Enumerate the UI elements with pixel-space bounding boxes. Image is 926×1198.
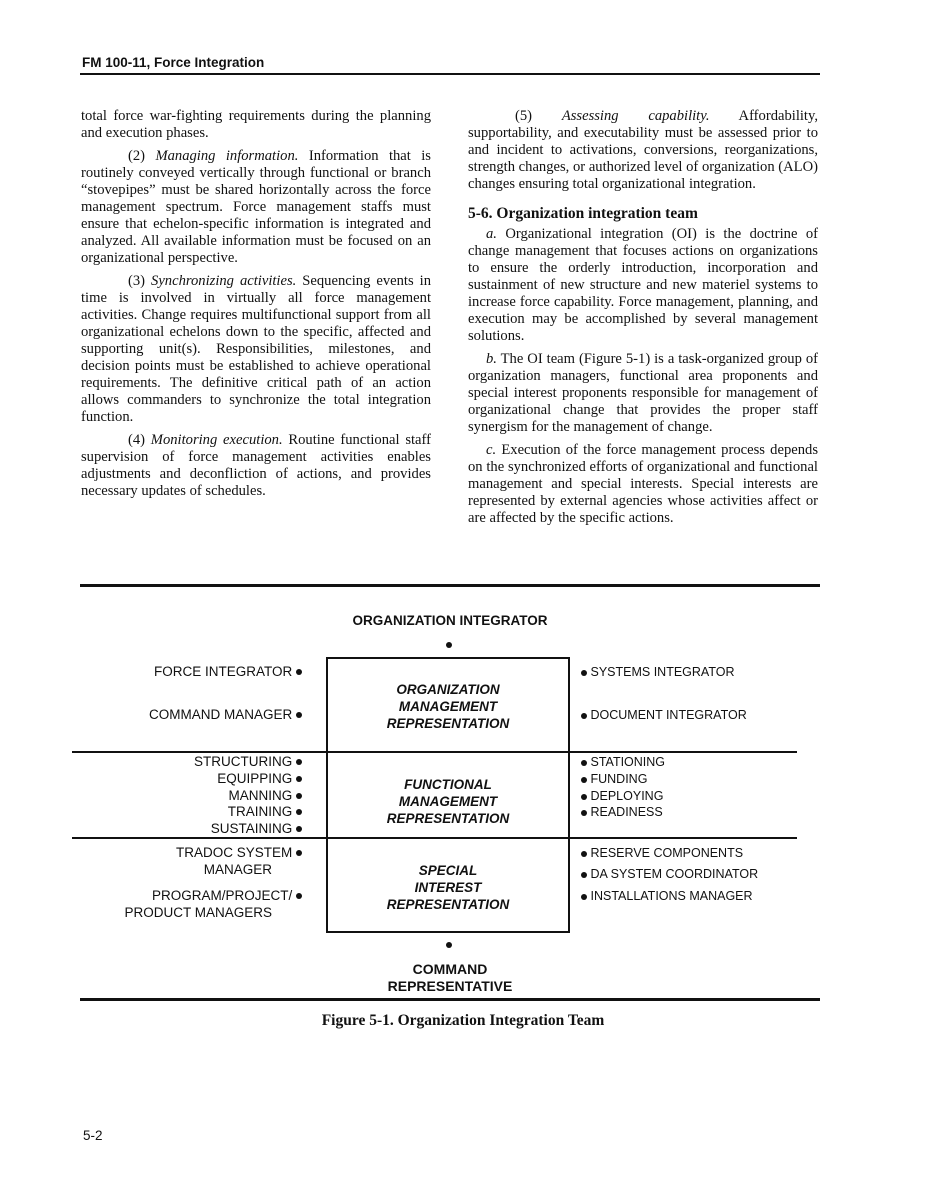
- command-representative-label: [0, 961, 900, 994]
- bullet-dot: [581, 777, 587, 783]
- right-label-deploying: [581, 788, 663, 805]
- right-label-funding: [581, 771, 647, 788]
- paragraph-letter: c.: [486, 442, 497, 458]
- center-line: MANAGEMENT: [398, 699, 498, 714]
- left-label-product-managers: [124, 905, 272, 922]
- running-header: FM 100-11, Force Integration: [82, 55, 265, 70]
- paragraph-monitoring-execution: [81, 432, 431, 500]
- label-text: STATIONING: [590, 755, 666, 769]
- paragraph-a: [468, 226, 818, 345]
- item-text: Routine functional staff supervision of force management activities enables adjustments and deconfliction of actions, and provides necessary updates of schedules.: [81, 432, 431, 499]
- center-line: REPRESENTATION: [386, 716, 510, 731]
- paragraph-continuation: total force war-fighting requirements during the planning and execution phases.: [81, 108, 431, 141]
- left-label-manning: [228, 788, 302, 805]
- label-text: FUNDING: [590, 772, 648, 786]
- label-text: MANNING: [228, 788, 293, 803]
- left-label-training: [228, 804, 302, 821]
- bullet-dot: [296, 712, 302, 718]
- bullet-dot: [581, 810, 587, 816]
- header-rule: [80, 73, 820, 75]
- label-text: DA SYSTEM COORDINATOR: [590, 867, 759, 881]
- label-text: STRUCTURING: [193, 754, 293, 769]
- label-text: DOCUMENT INTEGRATOR: [590, 708, 747, 722]
- right-text-column: [468, 108, 818, 533]
- label-text: TRAINING: [227, 804, 293, 819]
- paragraph-text: Execution of the force management process depends on the synchronized efforts of organizational and functional management and special interests. Special interests are represented by external agencies whose activities affect or are affected by the specific actions.: [468, 442, 818, 526]
- bullet-dot: [581, 713, 587, 719]
- section-heading: 5-6. Organization integration team: [468, 205, 698, 222]
- functional-management-representation: [326, 776, 570, 827]
- organization-integrator-label: ORGANIZATION INTEGRATOR: [352, 613, 548, 628]
- bullet-dot: [296, 809, 302, 815]
- center-line: INTEREST: [414, 880, 482, 895]
- item-number: (3): [128, 273, 152, 289]
- center-line: MANAGEMENT: [398, 794, 498, 809]
- label-text: PROGRAM/PROJECT/: [151, 888, 293, 903]
- right-label-readiness: [581, 804, 663, 821]
- center-line: REPRESENTATION: [386, 811, 510, 826]
- left-label-equipping: [217, 771, 302, 788]
- label-text: READINESS: [590, 805, 663, 819]
- item-text: Affordability, supportability, and executability must be assessed prior to and incident to activations, conversions, reorganizations, strength changes, or authorized level of organization (ALO) changes ensuring total organizational integration.: [468, 108, 818, 192]
- label-line: REPRESENTATIVE: [387, 977, 513, 994]
- left-label-command-manager: [149, 707, 302, 724]
- bullet-dot: [296, 850, 302, 856]
- right-label-stationing: [581, 754, 665, 771]
- center-line: FUNCTIONAL: [404, 777, 492, 792]
- item-text: Information that is routinely conveyed vertically through functional or branch “stovepipes” must be shared horizontally across the force management spectrum. Force management staffs must ensure that echelon-specific information is integrated and analyzed. All available information must be focused on an organizational perspective.: [81, 148, 431, 266]
- row-divider-1: [72, 751, 797, 753]
- bullet-dot: [581, 670, 587, 676]
- item-term: Managing information.: [155, 148, 299, 164]
- left-label-force-integrator: [154, 664, 302, 681]
- center-line: ORGANIZATION: [396, 682, 500, 697]
- right-label-document-integrator: [581, 707, 747, 724]
- bullet-dot: [296, 826, 302, 832]
- left-label-sustaining: [211, 821, 302, 838]
- label-text: MANAGER: [203, 862, 272, 877]
- right-label-da-system-coordinator: [581, 866, 758, 883]
- bullet-dot: [296, 776, 302, 782]
- bullet-dot: [581, 872, 587, 878]
- special-interest-representation: [326, 862, 570, 913]
- label-text: DEPLOYING: [590, 789, 664, 803]
- right-label-reserve-components: [581, 845, 743, 862]
- connector-dot-bottom: [446, 937, 452, 954]
- left-label-program-project: [152, 888, 302, 905]
- label-text: PRODUCT MANAGERS: [124, 905, 272, 920]
- item-term: Synchronizing activities.: [151, 273, 297, 289]
- row-divider-2: [72, 837, 797, 839]
- paragraph-text: Organizational integration (OI) is the doctrine of change management that focuses actions on organizations to ensure the orderly introduction, incorporation and sustainment of new structure and new materiel systems to increase force capability. Force management, planning, and execution may be accomplished by several management solutions.: [468, 226, 818, 344]
- left-label-tradoc-system-manager: [176, 845, 302, 862]
- paragraph-b: [468, 351, 818, 436]
- paragraph-synchronizing-activities: [81, 273, 431, 426]
- bullet-dot: [581, 760, 587, 766]
- bullet-dot: [296, 759, 302, 765]
- center-line: SPECIAL: [418, 863, 478, 878]
- organization-management-representation: [326, 681, 570, 732]
- left-label-structuring: [194, 754, 302, 771]
- item-number: (5): [515, 108, 562, 124]
- label-text: INSTALLATIONS MANAGER: [590, 889, 753, 903]
- item-number: (2): [128, 148, 156, 164]
- item-text: Sequencing events in time is involved in virtually all force management activities. Change requires multifunctional support from all organizational echelons down to the specific, affected and supporting unit(s). Responsibilities, milestones, and decision points must be established to achieve operational requirements. The definitive critical path of an action allows commanders to synchronize the total integration function.: [81, 273, 431, 425]
- label-text: EQUIPPING: [217, 771, 293, 786]
- paragraph-assessing-capability: [468, 108, 818, 193]
- label-text: TRADOC SYSTEM: [175, 845, 293, 860]
- right-label-installations-manager: [581, 888, 753, 905]
- label-text: FORCE INTEGRATOR: [153, 664, 293, 679]
- paragraph-c: [468, 442, 818, 527]
- label-text: SUSTAINING: [210, 821, 293, 836]
- paragraph-letter: b.: [486, 351, 497, 367]
- bullet-dot: [296, 793, 302, 799]
- label-text: COMMAND MANAGER: [148, 707, 293, 722]
- bullet-dot: [296, 893, 302, 899]
- bullet-dot: [296, 669, 302, 675]
- page-number: 5-2: [83, 1128, 103, 1143]
- paragraph-letter: a.: [486, 226, 497, 242]
- item-term: Assessing capability.: [561, 108, 710, 124]
- left-label-tradoc-line2: [204, 862, 272, 879]
- label-line: COMMAND: [412, 961, 488, 977]
- bullet-dot: [581, 794, 587, 800]
- left-text-column: [81, 108, 431, 506]
- figure-caption: Figure 5-1. Organization Integration Team: [321, 1012, 605, 1029]
- bullet-dot: [581, 851, 587, 857]
- right-label-systems-integrator: [581, 664, 735, 681]
- item-number: (4): [128, 432, 151, 448]
- label-text: RESERVE COMPONENTS: [590, 846, 744, 860]
- label-text: SYSTEMS INTEGRATOR: [590, 665, 735, 679]
- paragraph-text: The OI team (Figure 5-1) is a task-organized group of organization managers, functional area proponents and special interest proponents responsible for management of organizational change that provides the proper staff synergism for the management of change.: [468, 351, 818, 435]
- bullet-dot: [581, 894, 587, 900]
- figure-top-rule: [80, 584, 820, 587]
- connector-dot-top: [446, 637, 452, 654]
- paragraph-managing-information: [81, 148, 431, 267]
- center-line: REPRESENTATION: [386, 897, 510, 912]
- figure-bottom-rule: [80, 998, 820, 1001]
- item-term: Monitoring execution.: [150, 432, 283, 448]
